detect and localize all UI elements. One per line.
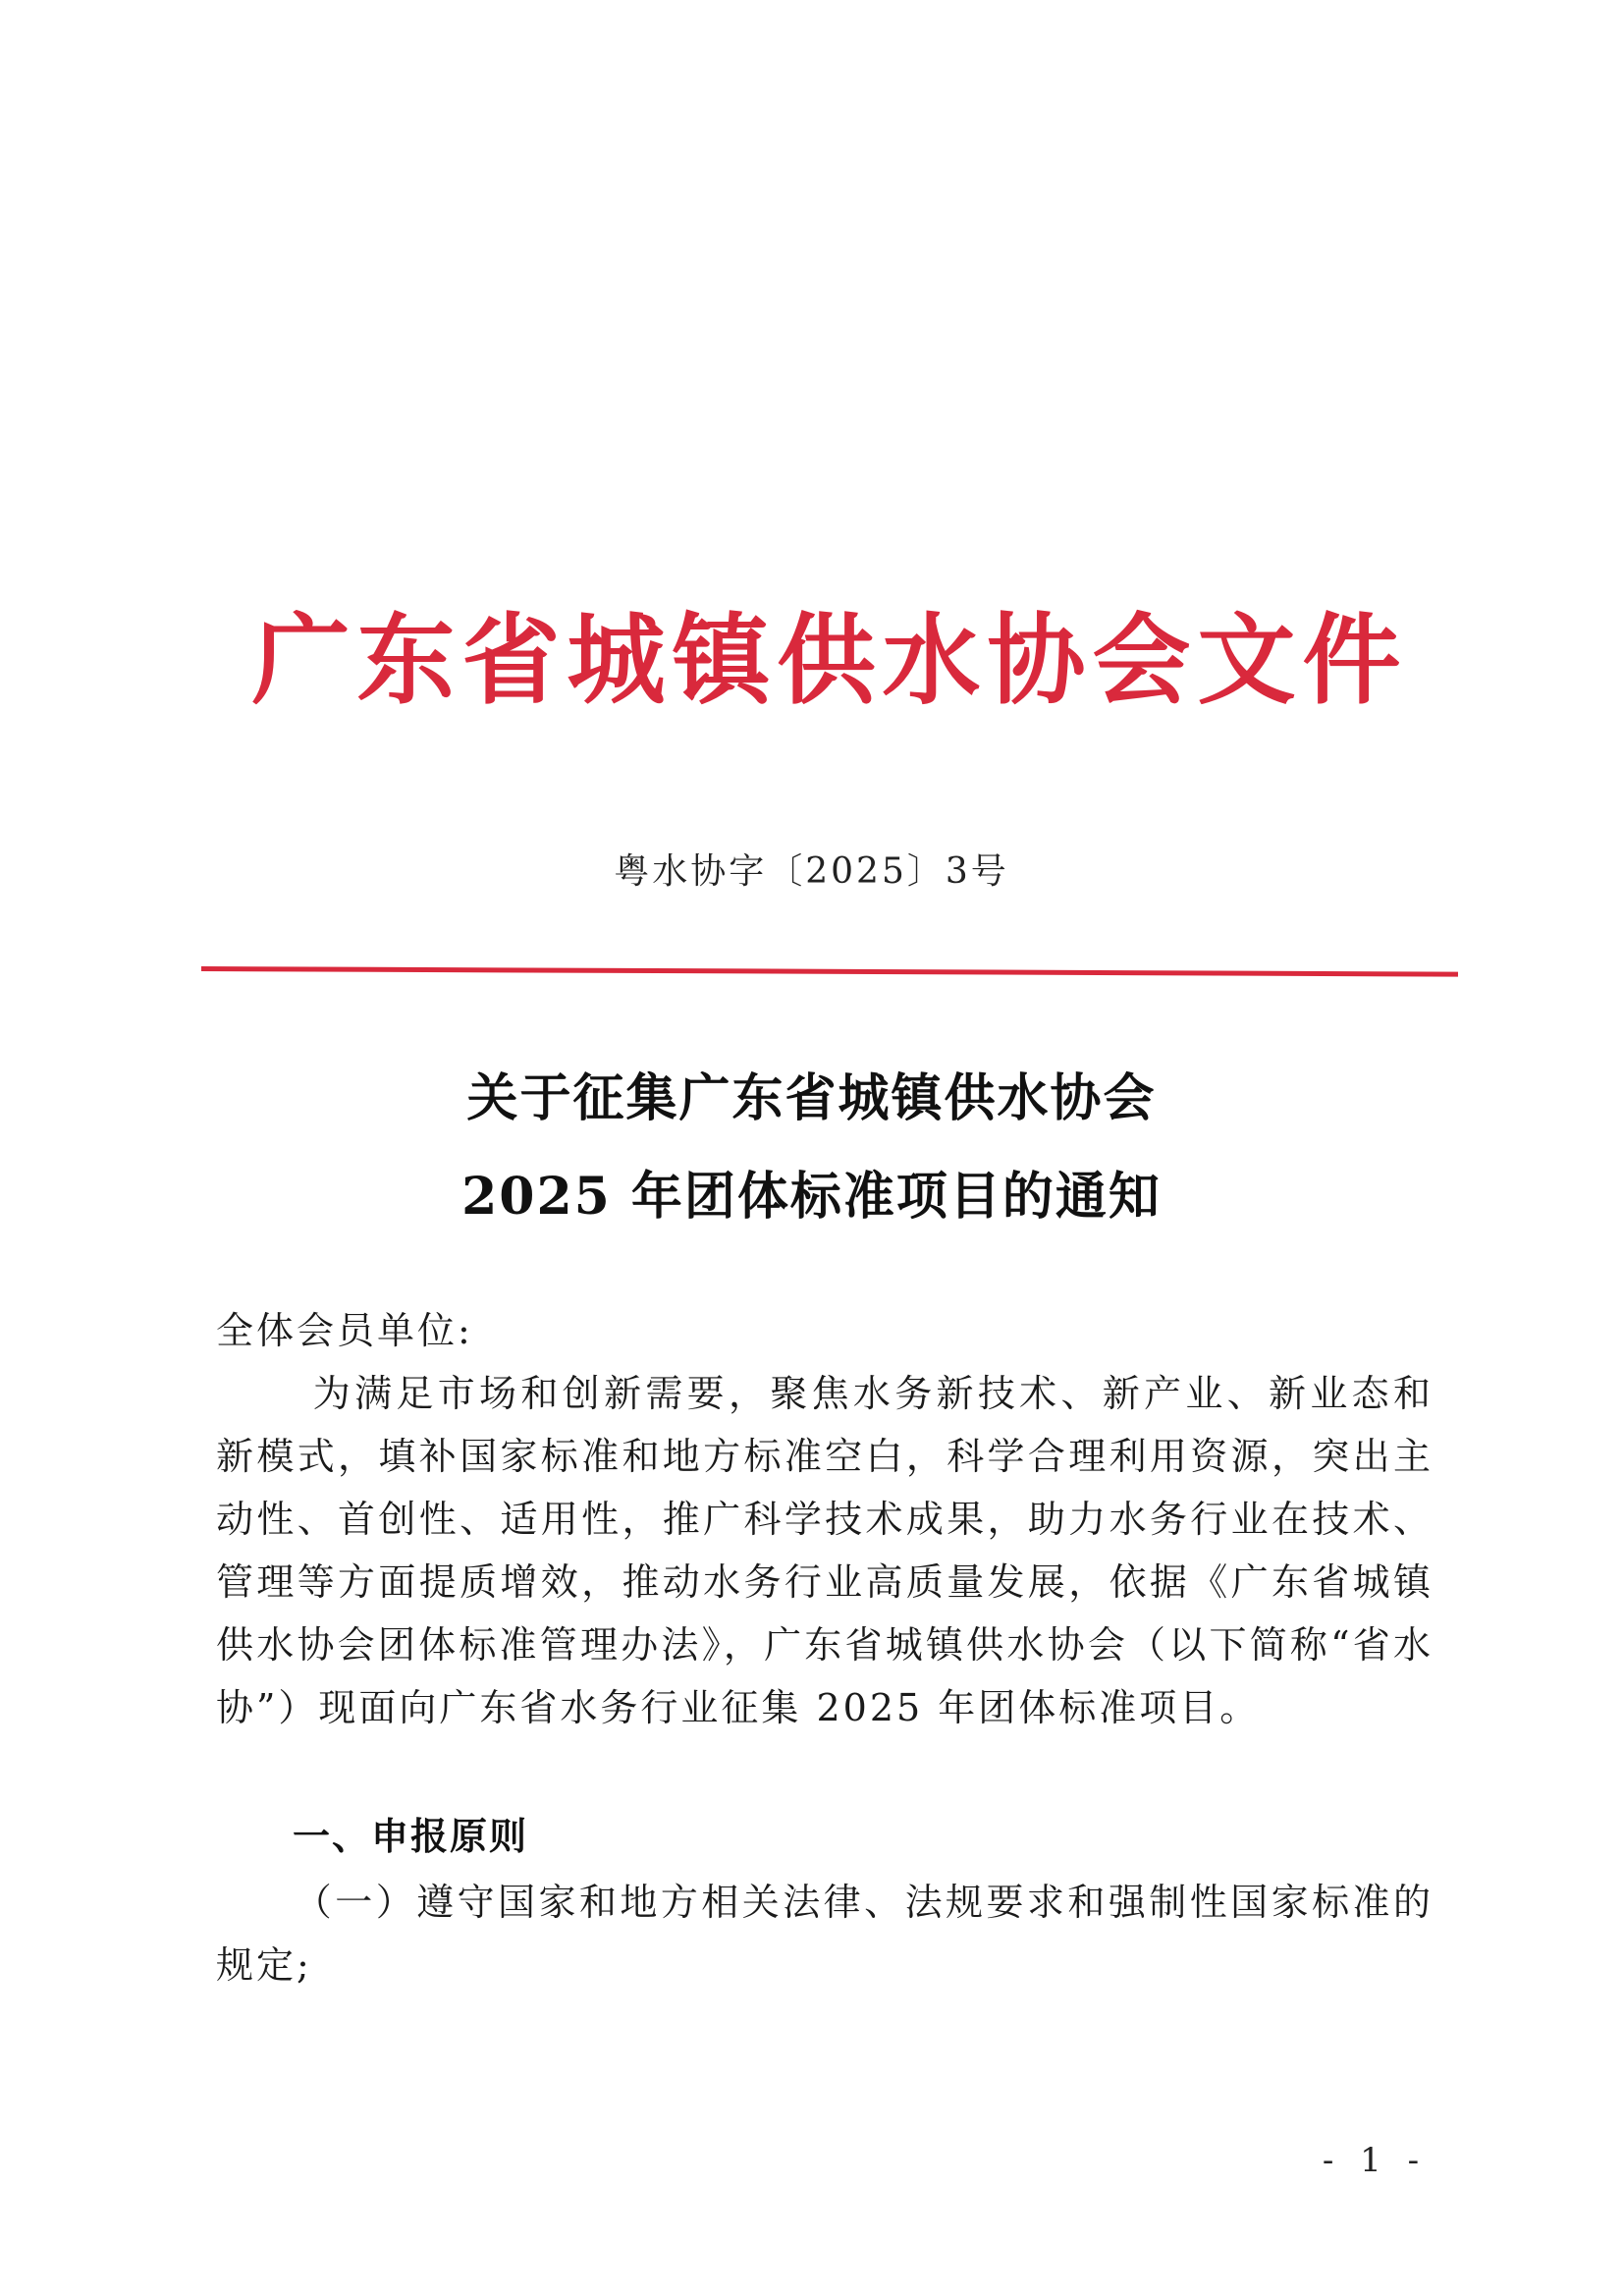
notice-title-line1: 关于征集广东省城镇供水协会 — [466, 1068, 1157, 1128]
body-paragraph-1: 为满足市场和创新需要，聚焦水务新技术、新产业、新业态和新模式，填补国家标准和地方标准空白，科学合理利用资源，突出主动性、首创性、适用性，推广科学技术成果，助力水务行业在技术、管理等方面提质增效，推动水务行业高质量发展，依据《广东省城镇供水协会团体标准管理办法》，广东省城镇供水协会（以下简称“省水协”）现面向广东省水务行业征集 2025 年团体标准项目。 — [216, 1372, 1434, 1729]
section-heading-1: 一、申报原则 — [293, 1815, 529, 1858]
list-item-1: （一）遵守国家和地方相关法律、法规要求和强制性国家标准的规定; — [216, 1881, 1434, 1987]
page-number: - 1 - — [1322, 2141, 1428, 2180]
notice-title-line2: 2025 年团体标准项目的通知 — [461, 1167, 1162, 1227]
body-paragraph-container — [216, 1362, 1434, 1739]
red-divider-line — [201, 966, 1458, 977]
salutation: 全体会员单位: — [216, 1309, 473, 1352]
document-number: 粤水协字〔2025〕3号 — [614, 851, 1009, 892]
masthead-title: 广东省城镇供水协会文件 — [251, 602, 1408, 718]
